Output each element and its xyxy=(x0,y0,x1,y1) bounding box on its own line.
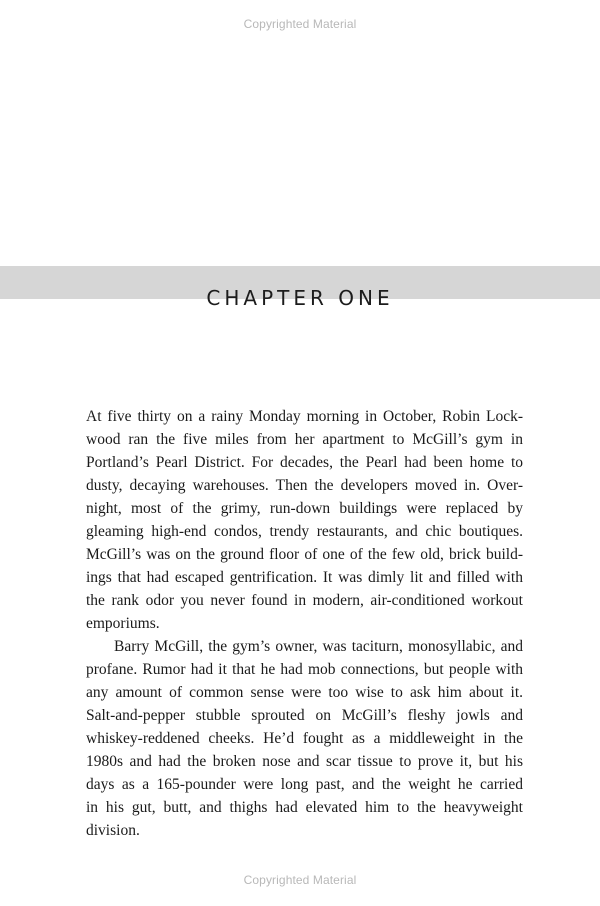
text-line: 1980s and had the broken nose and scar tissue to prove it, but his xyxy=(86,753,523,770)
text-line: division. xyxy=(86,822,140,839)
text-line: days as a 165-pounder were long past, and the weight he carried xyxy=(86,776,523,793)
text-line: At five thirty on a rainy Monday morning in October, Robin Lock- xyxy=(86,408,523,425)
chapter-body xyxy=(86,405,523,842)
text-line: whiskey-reddened cheeks. He’d fought as a middleweight in the xyxy=(86,730,523,747)
text-line: the rank odor you never found in modern, air-conditioned workout xyxy=(86,592,523,609)
copyright-watermark-bottom: Copyrighted Material xyxy=(243,873,357,887)
text-line: in his gut, butt, and thighs had elevated him to the heavyweight xyxy=(86,799,523,816)
text-line: Portland’s Pearl District. For decades, the Pearl had been home to xyxy=(86,454,523,471)
text-line: Barry McGill, the gym’s owner, was taciturn, monosyllabic, and xyxy=(114,638,523,655)
copyright-watermark-top: Copyrighted Material xyxy=(243,17,357,31)
text-line: night, most of the grimy, run-down buildings were replaced by xyxy=(86,500,523,517)
text-line: wood ran the five miles from her apartment to McGill’s gym in xyxy=(86,431,523,448)
text-line: profane. Rumor had it that he had mob connections, but people with xyxy=(86,661,523,678)
paragraph-1 xyxy=(86,405,523,635)
paragraph-2 xyxy=(86,635,523,842)
text-line: dusty, decaying warehouses. Then the developers moved in. Over- xyxy=(86,477,523,494)
text-line: Salt-and-pepper stubble sprouted on McGill’s fleshy jowls and xyxy=(86,707,523,724)
text-line: gleaming high-end condos, trendy restaurants, and chic boutiques. xyxy=(86,523,523,540)
text-line: any amount of common sense were too wise to ask him about it. xyxy=(86,684,523,701)
text-line: emporiums. xyxy=(86,615,160,632)
text-line: McGill’s was on the ground floor of one of the few old, brick build- xyxy=(86,546,523,563)
chapter-title: CHAPTER ONE xyxy=(206,286,394,310)
text-line: ings that had escaped gentrification. It was dimly lit and filled with xyxy=(86,569,523,586)
